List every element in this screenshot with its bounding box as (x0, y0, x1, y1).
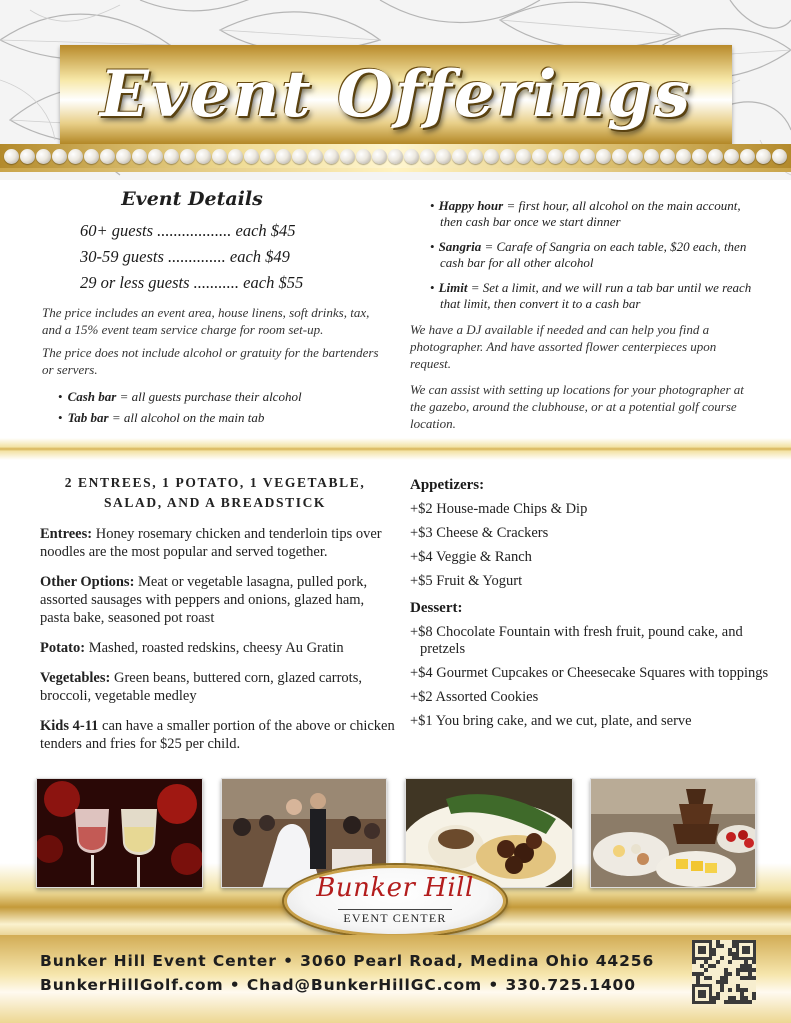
bar-option-item (428, 280, 760, 312)
qr-module (752, 996, 756, 1000)
qr-module (704, 968, 708, 972)
pearl-bead (4, 149, 19, 164)
page-title: Event Offerings (100, 57, 692, 132)
qr-module (704, 960, 708, 964)
qr-module (752, 968, 756, 972)
qr-module (744, 988, 748, 992)
pearl-bead (660, 149, 675, 164)
pearl-bead (292, 149, 307, 164)
qr-module (744, 968, 748, 972)
price-line: 29 or less guests ........... each $55 (80, 273, 304, 292)
vegetables-label: Vegetables: (40, 670, 111, 686)
dessert-heading: Dessert: (410, 600, 463, 616)
qr-module (712, 1000, 716, 1004)
qr-module (716, 944, 720, 948)
qr-module (748, 964, 752, 968)
qr-code-icon[interactable] (692, 940, 756, 1004)
entrees-paragraph (40, 525, 395, 561)
pearl-bead (196, 149, 211, 164)
pearl-bead (180, 149, 195, 164)
bar-option-label: Limit (438, 280, 468, 295)
pearl-bead (388, 149, 403, 164)
potato-paragraph (40, 639, 395, 657)
footer-contact: BunkerHillGolf.com • Chad@BunkerHillGC.com • 330.725.1400 (40, 976, 636, 994)
appetizer-item: +$5 Fruit & Yogurt (410, 573, 523, 589)
pearl-bead (436, 149, 451, 164)
pearl-bead (116, 149, 131, 164)
qr-module (740, 996, 744, 1000)
qr-module (740, 964, 744, 968)
pearl-bead (372, 149, 387, 164)
bar-option-text: = all alcohol on the main tab (108, 410, 265, 425)
pearl-bead (468, 149, 483, 164)
menu-left-column (40, 473, 395, 753)
pearl-bead (644, 149, 659, 164)
qr-module (692, 960, 696, 964)
bar-options-list (428, 198, 760, 312)
qr-module (712, 964, 716, 968)
qr-module (720, 956, 724, 960)
qr-module (712, 952, 716, 956)
pearl-bead (276, 149, 291, 164)
qr-module (700, 964, 704, 968)
pearl-bead (20, 149, 35, 164)
qr-module (736, 968, 740, 972)
appetizers-heading: Appetizers: (410, 477, 485, 493)
pearl-bead (324, 149, 339, 164)
price-line: 30-59 guests .............. each $49 (80, 247, 290, 266)
qr-module (736, 984, 740, 988)
qr-module (716, 960, 720, 964)
entrees-text: Honey rosemary chicken and tenderloin tips over noodles are the most popular and served together. (40, 526, 382, 560)
pearl-bead (772, 149, 787, 164)
qr-module (728, 972, 732, 976)
pearl-bead (52, 149, 67, 164)
qr-module (744, 960, 748, 964)
qr-module (716, 996, 720, 1000)
pearl-bead (692, 149, 707, 164)
pearl-bead (244, 149, 259, 164)
bar-option-label: Sangria (438, 239, 482, 254)
qr-module (740, 968, 744, 972)
event-details-left (42, 188, 387, 428)
bar-option-label: Happy hour (438, 198, 504, 213)
appetizer-item: +$3 Cheese & Crackers (410, 525, 549, 541)
bar-option-text: = Set a limit, and we will run a tab bar until we reach that limit, then convert it to a cash bar (440, 280, 752, 311)
qr-module (720, 980, 724, 984)
qr-module (724, 972, 728, 976)
kids-label: Kids 4-11 (40, 718, 99, 734)
price-includes-text: The price includes an event area, house linens, soft drinks, tax, and a 15% event team service charge for room set-up. (42, 305, 370, 337)
kids-text: can have a smaller portion of the above or chicken tenders and fries for $25 per child. (40, 718, 395, 752)
qr-module (744, 976, 748, 980)
qr-module (720, 944, 724, 948)
pearl-bead (596, 149, 611, 164)
qr-module (692, 972, 696, 976)
qr-module (724, 976, 728, 980)
qr-module (740, 988, 744, 992)
appetizer-item: +$2 House-made Chips & Dip (410, 501, 588, 517)
qr-module (720, 984, 724, 988)
entrees-label: Entrees: (40, 526, 93, 542)
qr-module (732, 944, 736, 948)
qr-module (728, 996, 732, 1000)
pearl-bead (36, 149, 51, 164)
pearl-bead (564, 149, 579, 164)
bar-option-item (428, 198, 760, 230)
dessert-item: +$4 Gourmet Cupcakes or Cheesecake Squares with toppings (410, 665, 769, 681)
vegetables-text: Green beans, buttered corn, glazed carrots, broccoli, vegetable medley (40, 670, 362, 704)
qr-module (740, 992, 744, 996)
menu-heading: 2 ENTREES, 1 POTATO, 1 VEGETABLE, SALAD, AND A BREADSTICK (64, 475, 366, 510)
pearl-bead (340, 149, 355, 164)
qr-module (716, 940, 720, 944)
qr-module (748, 1000, 752, 1004)
potato-label: Potato: (40, 640, 86, 656)
qr-module (696, 972, 700, 976)
qr-module (736, 972, 740, 976)
qr-module (740, 1000, 744, 1004)
event-details-heading: Event Details (121, 188, 263, 210)
qr-module (748, 976, 752, 980)
qr-module (696, 980, 700, 984)
pearl-bead (132, 149, 147, 164)
pearl-bead (724, 149, 739, 164)
event-details-right (410, 198, 760, 441)
kids-paragraph (40, 717, 395, 753)
bar-options-list (58, 386, 387, 428)
qr-module (716, 980, 720, 984)
qr-module (708, 976, 712, 980)
qr-module (708, 964, 712, 968)
pearl-bead (484, 149, 499, 164)
bar-option-text: = Carafe of Sangria on each table, $20 each, then cash bar for all other alcohol (440, 239, 747, 270)
dessert-item: +$8 Chocolate Fountain with fresh fruit, pound cake, and pretzels (410, 624, 743, 657)
qr-module (712, 948, 716, 952)
pearl-bead (740, 149, 755, 164)
pearl-bead (84, 149, 99, 164)
menu-right-column (410, 475, 770, 737)
logo-name: Bunker Hill (316, 873, 474, 903)
bar-option-text: = all guests purchase their alcohol (116, 389, 302, 404)
qr-module (752, 992, 756, 996)
bar-option-label: Tab bar (67, 410, 109, 425)
other-options-text: Meat or vegetable lasagna, pulled pork, assorted sausages with peppers and onions, glazed ham, pasta bake, seasoned pot roast (40, 574, 368, 626)
qr-module (728, 988, 732, 992)
pearl-bead (548, 149, 563, 164)
pearl-bead (516, 149, 531, 164)
bar-option-text: = first hour, all alcohol on the main account, then cash bar once we start dinner (440, 198, 741, 229)
qr-module (720, 976, 724, 980)
footer-address: Bunker Hill Event Center • 3060 Pearl Road, Medina Ohio 44256 (40, 952, 655, 970)
qr-module (732, 940, 736, 944)
qr-module (728, 960, 732, 964)
pearl-bead (164, 149, 179, 164)
pearl-bead (100, 149, 115, 164)
pearl-bead (308, 149, 323, 164)
gold-rule (0, 168, 791, 172)
bar-option-label: Cash bar (67, 389, 117, 404)
pearl-bead (612, 149, 627, 164)
pearl-bead (676, 149, 691, 164)
appetizer-item: +$4 Veggie & Ranch (410, 549, 532, 565)
pearl-bead (580, 149, 595, 164)
qr-module (732, 952, 736, 956)
logo-subtitle: EVENT CENTER (343, 911, 447, 925)
pearl-bead (532, 149, 547, 164)
qr-module (748, 968, 752, 972)
qr-module (732, 1000, 736, 1004)
bar-option-item (58, 386, 387, 407)
qr-module (752, 960, 756, 964)
pearl-bead (628, 149, 643, 164)
qr-module (716, 992, 720, 996)
pearl-bead (260, 149, 275, 164)
bar-option-item (428, 239, 760, 271)
chocolate-fountain-photo (590, 778, 756, 888)
photographer-note: We can assist with setting up locations for your photographer at the gazebo, around the clubhouse, or at a potential golf course location. (410, 382, 744, 431)
dj-note: We have a DJ available if needed and can help you find a photographer. And have assorted flower centerpieces upon request. (410, 322, 717, 371)
qr-module (740, 976, 744, 980)
pearl-bead (356, 149, 371, 164)
qr-module (748, 972, 752, 976)
qr-module (728, 948, 732, 952)
potato-text: Mashed, roasted redskins, cheesy Au Gratin (85, 640, 344, 656)
price-excludes-text: The price does not include alcohol or gratuity for the bartenders or servers. (42, 345, 379, 377)
qr-module (704, 976, 708, 980)
wine-glasses-photo (36, 778, 203, 888)
pearl-bead (212, 149, 227, 164)
qr-module (712, 996, 716, 1000)
qr-module (742, 946, 750, 954)
qr-module (728, 1000, 732, 1004)
qr-module (744, 1000, 748, 1004)
price-line: 60+ guests .................. each $45 (80, 221, 296, 240)
qr-module (736, 988, 740, 992)
pearl-bead (452, 149, 467, 164)
pearl-bead (404, 149, 419, 164)
pearl-bead (756, 149, 771, 164)
qr-module (744, 996, 748, 1000)
dessert-item: +$1 You bring cake, and we cut, plate, and serve (410, 713, 692, 729)
gold-divider (0, 438, 791, 460)
bar-option-item (58, 407, 387, 428)
qr-module (720, 988, 724, 992)
pearl-bead (228, 149, 243, 164)
pearl-border (0, 144, 791, 168)
vegetables-paragraph (40, 669, 395, 705)
qr-module (728, 952, 732, 956)
qr-module (698, 946, 706, 954)
qr-module (744, 964, 748, 968)
logo-divider (338, 909, 452, 910)
qr-module (724, 968, 728, 972)
dessert-item: +$2 Assorted Cookies (410, 689, 539, 705)
pearl-bead (420, 149, 435, 164)
qr-module (752, 976, 756, 980)
pearl-bead (500, 149, 515, 164)
qr-module (698, 990, 706, 998)
pearl-bead (68, 149, 83, 164)
pearl-bead (148, 149, 163, 164)
qr-module (724, 1000, 728, 1004)
qr-module (732, 956, 736, 960)
pearl-bead (708, 149, 723, 164)
other-options-paragraph (40, 573, 395, 627)
qr-module (736, 1000, 740, 1004)
qr-module (724, 980, 728, 984)
qr-module (700, 972, 704, 976)
qr-module (696, 976, 700, 980)
other-options-label: Other Options: (40, 574, 135, 590)
qr-module (732, 996, 736, 1000)
